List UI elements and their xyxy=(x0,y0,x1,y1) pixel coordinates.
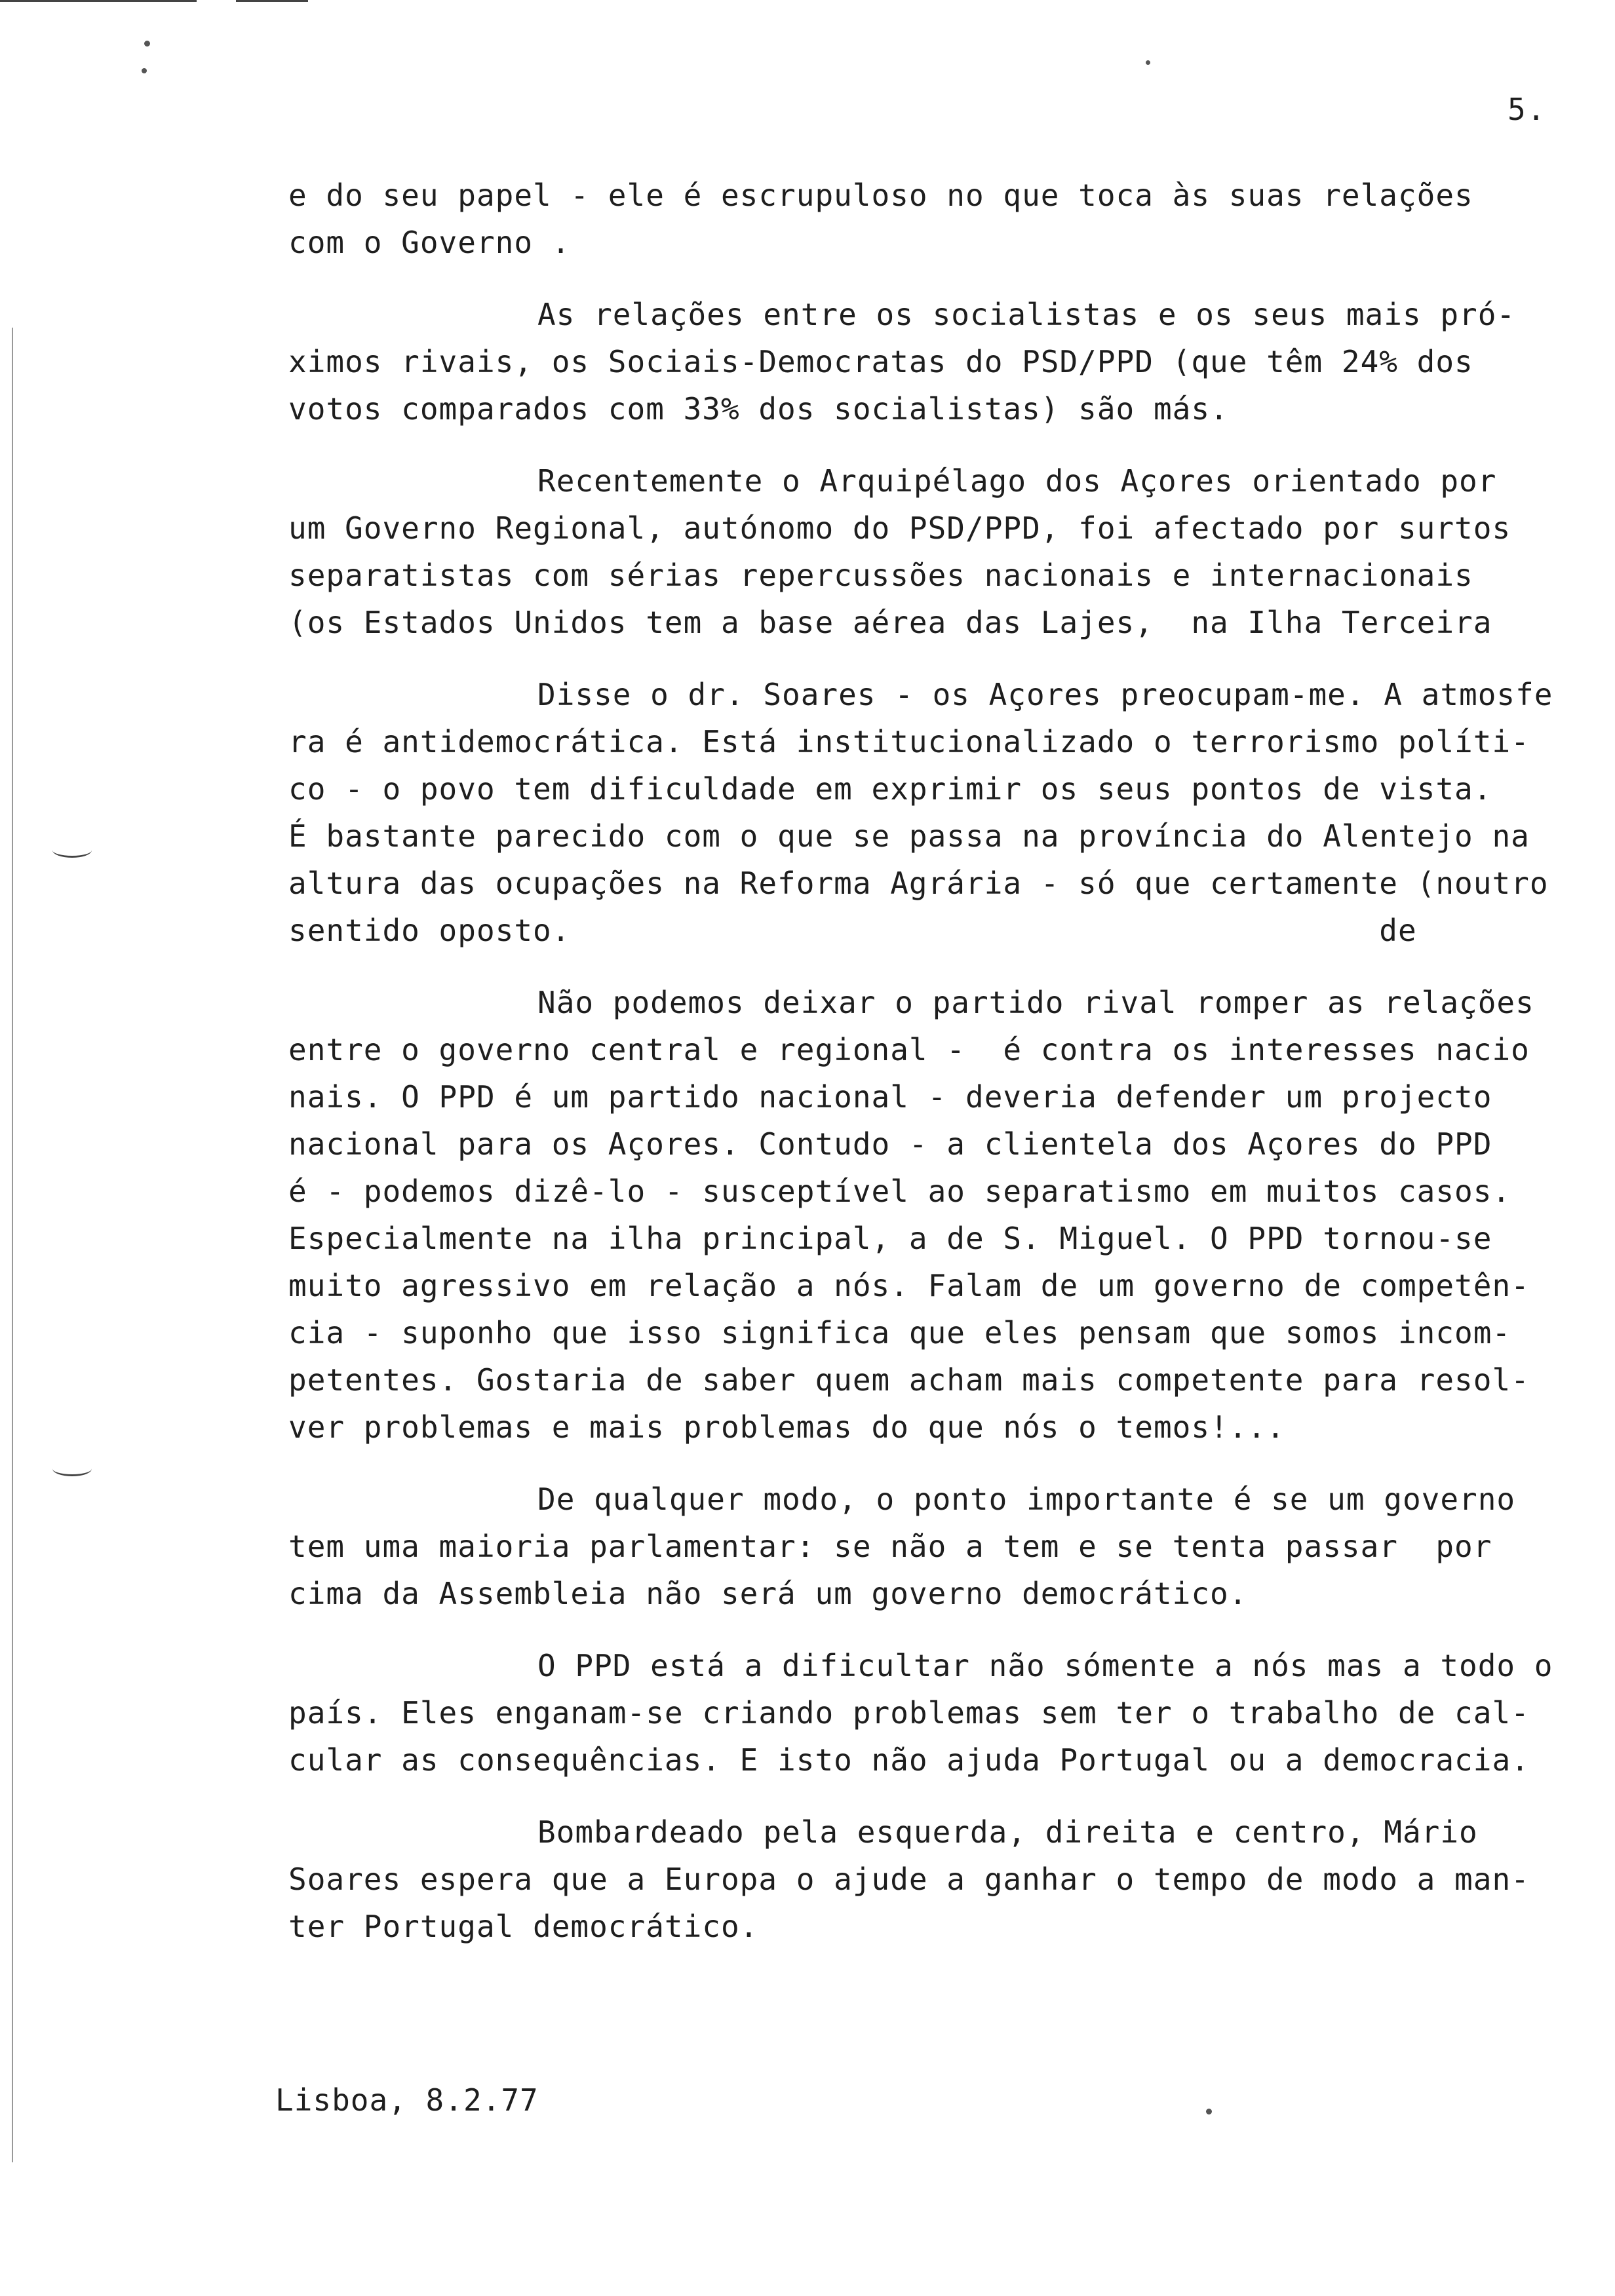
text-line: Disse o dr. Soares - os Açores preocupam-me. A atmosfe xyxy=(537,677,1553,712)
paragraph xyxy=(288,172,1599,266)
text-line: co - o povo tem dificuldade em exprimir os seus pontos de vista. xyxy=(288,771,1492,807)
margin-arc-mark xyxy=(52,843,92,858)
paragraph xyxy=(288,1642,1599,1784)
paragraph xyxy=(288,457,1599,646)
text-line: sentido oposto. de xyxy=(288,913,1417,948)
text-line: petentes. Gostaria de saber quem acham mais competente para resol- xyxy=(288,1362,1530,1398)
text-line: As relações entre os socialistas e os seus mais pró- xyxy=(537,297,1516,332)
text-line: altura das ocupações na Reforma Agrária - só que certamente (noutro xyxy=(288,866,1549,901)
text-line: nais. O PPD é um partido nacional - deveria defender um projecto xyxy=(288,1079,1492,1115)
text-line: Especialmente na ilha principal, a de S. Miguel. O PPD tornou-se xyxy=(288,1221,1492,1256)
text-line: entre o governo central e regional - é contra os interesses nacio xyxy=(288,1032,1530,1067)
paragraph xyxy=(288,671,1599,954)
page-number: 5. xyxy=(1508,92,1547,127)
text-line: e do seu papel - ele é escrupuloso no que toca às suas relações xyxy=(288,178,1473,213)
text-line: O PPD está a dificultar não sómente a nós mas a todo o xyxy=(537,1648,1553,1683)
paragraph xyxy=(288,291,1599,432)
text-line: Bombardeado pela esquerda, direita e centro, Mário xyxy=(537,1814,1478,1850)
top-rule-mark xyxy=(236,0,308,2)
text-line: país. Eles enganam-se criando problemas sem ter o trabalho de cal- xyxy=(288,1695,1530,1731)
text-line: ver problemas e mais problemas do que nós o temos!... xyxy=(288,1409,1285,1445)
scan-dot xyxy=(142,68,147,73)
text-line: votos comparados com 33% dos socialistas) são más. xyxy=(288,391,1229,427)
text-line: muito agressivo em relação a nós. Falam de um governo de competên- xyxy=(288,1268,1530,1303)
left-margin-mark xyxy=(12,328,13,2162)
dateline: Lisboa, 8.2.77 xyxy=(275,2082,539,2118)
text-line: ter Portugal democrático. xyxy=(288,1909,759,1944)
text-line: com o Governo . xyxy=(288,225,571,260)
text-line: Não podemos deixar o partido rival romper as relações xyxy=(537,985,1534,1020)
text-line: Soares espera que a Europa o ajude a ganhar o tempo de modo a man- xyxy=(288,1862,1530,1897)
text-line: É bastante parecido com o que se passa na província do Alentejo na xyxy=(288,818,1530,854)
text-line: Recentemente o Arquipélago dos Açores orientado por xyxy=(537,463,1497,499)
margin-arc-mark xyxy=(52,1461,92,1476)
paragraph xyxy=(288,1476,1599,1617)
text-line: tem uma maioria parlamentar: se não a tem e se tenta passar por xyxy=(288,1529,1492,1564)
scan-dot xyxy=(1146,60,1150,65)
text-line: ximos rivais, os Sociais-Democratas do PSD/PPD (que têm 24% dos xyxy=(288,344,1473,379)
text-line: (os Estados Unidos tem a base aérea das Lajes, na Ilha Terceira xyxy=(288,605,1492,640)
paragraph xyxy=(288,1808,1599,1950)
top-rule-mark xyxy=(0,0,197,2)
text-line: cima da Assembleia não será um governo democrático. xyxy=(288,1576,1248,1611)
text-line: De qualquer modo, o ponto importante é se um governo xyxy=(537,1482,1516,1517)
scan-dot xyxy=(144,41,150,47)
scan-dot xyxy=(1206,2109,1212,2114)
text-line: ra é antidemocrática. Está institucionalizado o terrorismo políti- xyxy=(288,724,1530,759)
text-line: separatistas com sérias repercussões nacionais e internacionais xyxy=(288,558,1473,593)
text-line: um Governo Regional, autónomo do PSD/PPD, foi afectado por surtos xyxy=(288,510,1511,546)
body-text xyxy=(288,172,1599,1975)
text-line: nacional para os Açores. Contudo - a clientela dos Açores do PPD xyxy=(288,1126,1492,1162)
text-line: cia - suponho que isso significa que eles pensam que somos incom- xyxy=(288,1315,1511,1350)
paragraph xyxy=(288,979,1599,1451)
text-line: é - podemos dizê-lo - susceptível ao separatismo em muitos casos. xyxy=(288,1174,1511,1209)
text-line: cular as consequências. E isto não ajuda Portugal ou a democracia. xyxy=(288,1742,1530,1778)
